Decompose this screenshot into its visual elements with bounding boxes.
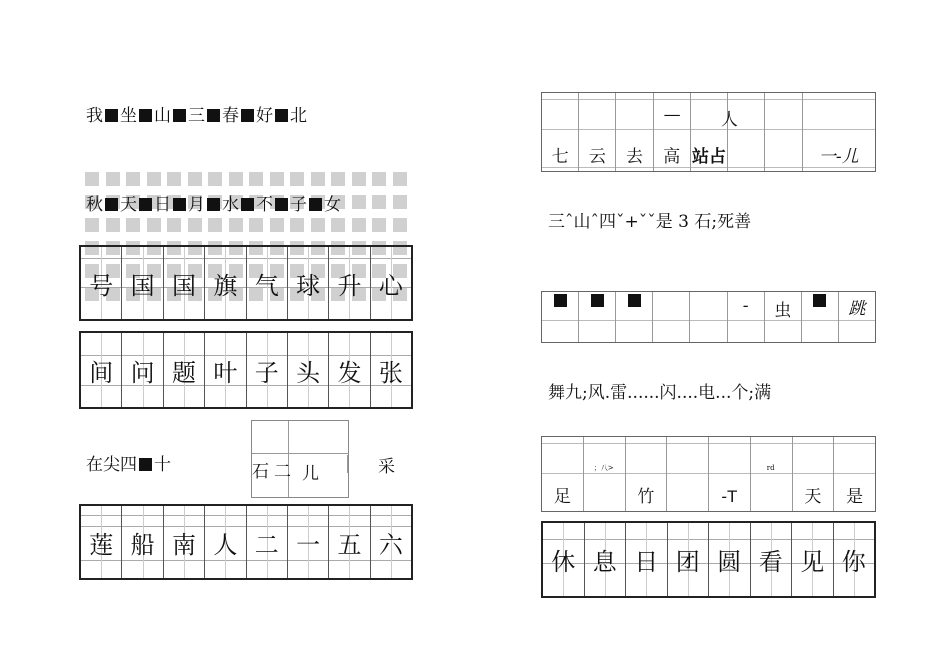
filled-square [105,198,118,211]
grid-char: 球 [296,271,321,300]
grid-cell [626,437,668,511]
grid-cell [709,523,751,596]
grid-cell [205,506,246,578]
grid-cell [542,292,579,342]
filled-square [105,109,118,122]
grid-cell [205,247,246,319]
grid-cell [288,247,329,319]
char-cai: 采 [378,457,395,477]
filled-square [139,109,152,122]
grid-cell [654,93,691,171]
grid-cell [329,247,370,319]
char: 北 [290,106,307,126]
gray-block [311,172,325,186]
grid-char: 圆 [717,548,742,576]
gray-block [106,218,120,232]
grid-char: 日 [634,548,659,576]
char: 不 [256,195,273,215]
character-grid-1 [79,245,413,321]
grid-cell [81,247,122,319]
grid-cell [626,523,668,596]
gray-block [85,172,99,186]
filled-square [241,198,254,211]
gray-block [229,172,243,186]
grid-char: 国 [130,271,155,300]
gray-block [126,172,140,186]
gray-block [372,172,386,186]
grid-char: 心 [378,271,403,300]
grid-cell [205,333,246,407]
char: 天 [120,195,137,215]
gray-block [126,218,140,232]
grid-char: 间 [89,358,114,387]
char: 子 [290,195,307,215]
gray-block [311,218,325,232]
filled-square [813,294,826,307]
gray-block [352,172,366,186]
mini-char: 石 [252,462,269,482]
grid-cell [792,523,834,596]
grid-char: 团 [675,548,700,576]
grid-char: 发 [337,358,362,387]
grid-cell [668,523,710,596]
grid-cell [834,437,875,511]
grid-char: 旗 [213,271,238,300]
gray-block [208,172,222,186]
char: 水 [222,195,239,215]
char: 坐 [120,106,137,126]
character-grid-3 [79,504,413,580]
gray-block [393,172,407,186]
gray-block [249,172,263,186]
grid-char: 云 [588,147,606,167]
grid-cell [667,437,709,511]
grid-char: 一-儿 [818,147,859,167]
grid-cell [164,247,205,319]
grid-char: 是 [846,487,864,507]
grid-char: 高 [663,147,681,167]
char: 女 [324,195,341,215]
grid-cell [728,93,765,171]
char: 山 [154,106,171,126]
grid-cell [579,292,616,342]
grid-char: 竹 [637,487,655,507]
grid-cell [579,93,616,171]
grid-cell [616,93,653,171]
text-line-3 [86,450,171,475]
grid-char: -T [721,487,738,506]
grid-cell [585,523,627,596]
grid-char: 休 [551,548,576,576]
grid-cell [247,506,288,578]
grid-cell [542,93,579,171]
mini-char: 儿 [302,464,319,484]
grid-cell [793,437,835,511]
text: 在尖四 [86,455,137,475]
gray-block [352,218,366,232]
grid-cell [81,506,122,578]
text-line-a: 三ˆ山ˆ四ˇ+ˇˇ是 3 石;死善 [548,212,752,232]
grid-char: 去 [626,147,644,167]
grid-char: 看 [758,548,783,576]
grid-char: 头 [296,358,321,387]
filled-square [207,109,220,122]
gray-block [393,218,407,232]
grid-char: 张 [378,358,403,387]
gray-block [106,172,120,186]
mini-char: 二 [274,462,291,482]
char: 秋 [86,195,103,215]
grid-char: 题 [171,358,196,387]
grid-cell [164,506,205,578]
grid-mark: 人 [720,110,738,130]
filled-square [139,458,152,471]
grid-char: 见 [800,548,825,576]
gray-block [393,195,407,209]
grid-char: 七 [551,147,569,167]
grid-cell [371,247,411,319]
grid-cell [247,247,288,319]
grid-char: 问 [130,358,155,387]
grid-cell [691,93,738,171]
gray-block [290,218,304,232]
thin-grid-3 [541,436,876,512]
grid-cell [164,333,205,407]
gray-block [270,172,284,186]
char: 三 [188,106,205,126]
grid-cell [371,333,411,407]
filled-square [207,198,220,211]
grid-cell [728,292,765,342]
gray-block [188,172,202,186]
grid-char: 国 [171,271,196,300]
grid-char: - [742,296,749,316]
grid-cell [81,333,122,407]
mini-grid [251,420,349,498]
grid-cell [371,506,411,578]
grid-char: 子 [254,358,279,387]
char: 好 [256,106,273,126]
grid-char: 一 [296,530,321,559]
grid-cell [288,333,329,407]
filled-square [275,109,288,122]
grid-char: 气 [254,271,279,300]
filled-square [309,198,322,211]
grid-char: 船 [130,530,155,559]
grid-cell [543,523,585,596]
grid-cell [751,523,793,596]
grid-cell [122,247,163,319]
gray-block [290,172,304,186]
filled-square [173,109,186,122]
gray-block [167,172,181,186]
filled-square [554,294,567,307]
grid-cell [542,437,584,511]
grid-char: 人 [213,530,238,559]
filled-square [139,198,152,211]
gray-block [167,218,181,232]
grid-cell [765,292,802,342]
grid-char: 叶 [213,358,238,387]
grid-cell [329,333,370,407]
tick-mark [347,455,348,473]
gray-block [147,218,161,232]
char: 月 [188,195,205,215]
grid-cell [616,292,653,342]
grid-mark: — [663,105,681,125]
filled-square [591,294,604,307]
grid-cell [803,93,875,171]
character-grid-4 [541,521,876,598]
grid-cell [690,292,727,342]
filled-square [275,198,288,211]
grid-char: 二 [254,530,279,559]
grid-cell [839,292,875,342]
text: 十 [154,455,171,475]
grid-cell [122,333,163,407]
text-line-1 [86,101,307,126]
grid-char: 你 [841,548,866,576]
gray-block [147,172,161,186]
grid-cell [802,292,839,342]
gray-block [188,218,202,232]
filled-square [241,109,254,122]
char: 春 [222,106,239,126]
gray-block [331,218,345,232]
grid-char: 站占 [691,147,726,167]
gray-block [85,218,99,232]
character-grid-2 [79,331,413,409]
thin-grid-1 [541,92,876,172]
char: 日 [154,195,171,215]
gray-block [352,195,366,209]
grid-char: 六 [378,530,403,559]
grid-cell [329,506,370,578]
gray-block [208,218,222,232]
thin-grid-2 [541,291,876,343]
gray-block [372,218,386,232]
gray-block [229,218,243,232]
text-line-2 [86,190,341,215]
grid-char: 息 [592,548,617,576]
small-mark: ；八> [593,464,614,472]
gray-block [249,218,263,232]
char: 我 [86,106,103,126]
grid-char: 天 [804,487,822,507]
filled-square [628,294,641,307]
grid-cell [122,506,163,578]
grid-char: 南 [171,530,196,559]
grid-cell [653,292,690,342]
gray-block [270,218,284,232]
grid-char: 虫 [774,301,792,321]
grid-cell [288,506,329,578]
filled-square [173,198,186,211]
gray-block [331,172,345,186]
grid-cell [834,523,875,596]
grid-cell [765,93,802,171]
grid-char: 足 [553,487,571,507]
grid-char: 莲 [89,530,114,559]
grid-char: 跳 [848,299,866,319]
grid-char: 号 [89,271,114,300]
small-mark: rd [766,464,775,472]
grid-cell [247,333,288,407]
text-line-b: 舞九;风.雷......闪....电...个;满 [548,383,772,403]
grid-cell [584,437,626,511]
grid-char: 五 [337,530,362,559]
grid-cell [709,437,751,511]
grid-cell [751,437,793,511]
gray-block [372,195,386,209]
grid-char: 升 [337,271,362,300]
